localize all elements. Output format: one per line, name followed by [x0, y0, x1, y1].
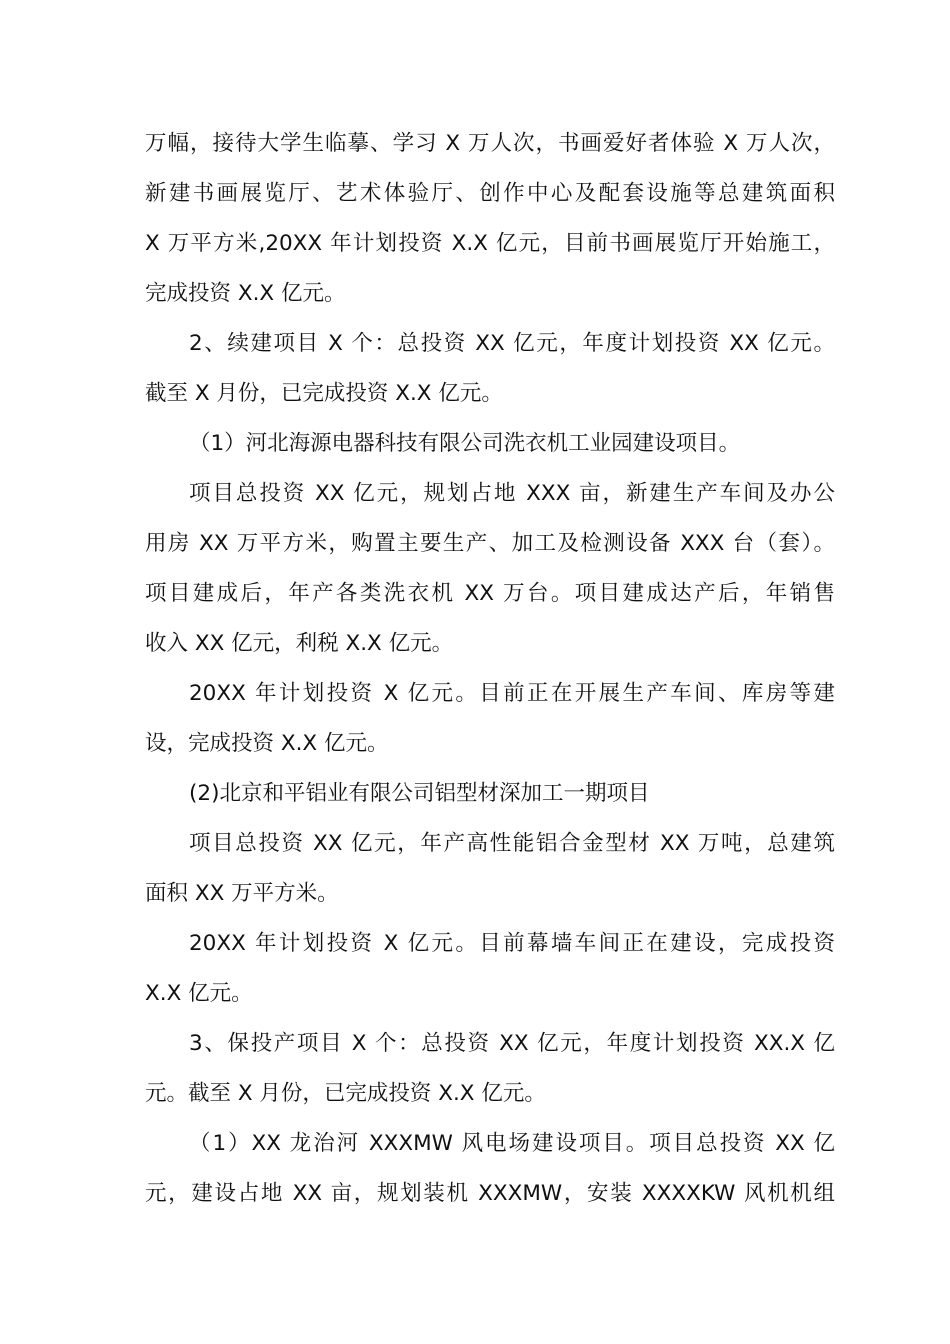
text-line-16: 面积 XX 万平方米。: [145, 881, 339, 906]
text-line-13: 设，完成投资 X.X 亿元。: [145, 731, 389, 756]
text-line-10: 项目建成后，年产各类洗衣机 XX 万台。项目建成达产后，年销售: [145, 581, 835, 606]
text-line-9: 用房 XX 万平方米，购置主要生产、加工及检测设备 XXX 台（套）。: [145, 531, 835, 556]
text-line-5: 2、续建项目 X 个：总投资 XX 亿元，年度计划投资 XX 亿元。: [189, 331, 835, 356]
text-line-1: 万幅，接待大学生临摹、学习 X 万人次，书画爱好者体验 X 万人次，: [145, 131, 835, 156]
text-line-20: 元。截至 X 月份，已完成投资 X.X 亿元。: [145, 1081, 546, 1106]
text-line-3: X 万平方米,20XX 年计划投资 X.X 亿元，目前书画展览厅开始施工，: [145, 231, 835, 256]
text-line-14: (2)北京和平铝业有限公司铝型材深加工一期项目: [189, 781, 650, 806]
text-line-21: （1）XX 龙治河 XXXMW 风电场建设项目。项目总投资 XX 亿: [189, 1131, 835, 1156]
text-line-19: 3、保投产项目 X 个：总投资 XX 亿元，年度计划投资 XX.X 亿: [189, 1031, 835, 1056]
text-line-12: 20XX 年计划投资 X 亿元。目前正在开展生产车间、库房等建: [189, 681, 835, 706]
text-line-22: 元，建设占地 XX 亩，规划装机 XXXMW，安装 XXXXKW 风机机组: [145, 1181, 835, 1206]
text-line-8: 项目总投资 XX 亿元，规划占地 XXX 亩，新建生产车间及办公: [189, 481, 835, 506]
text-line-15: 项目总投资 XX 亿元，年产高性能铝合金型材 XX 万吨，总建筑: [189, 831, 835, 856]
text-line-6: 截至 X 月份，已完成投资 X.X 亿元。: [145, 381, 503, 406]
text-line-11: 收入 XX 亿元，利税 X.X 亿元。: [145, 631, 454, 656]
text-line-4: 完成投资 X.X 亿元。: [145, 281, 346, 306]
text-line-17: 20XX 年计划投资 X 亿元。目前幕墙车间正在建设，完成投资: [189, 931, 835, 956]
text-line-7: （1）河北海源电器科技有限公司洗衣机工业园建设项目。: [189, 431, 741, 456]
text-line-2: 新建书画展览厅、艺术体验厅、创作中心及配套设施等总建筑面积: [145, 181, 835, 206]
text-line-18: X.X 亿元。: [145, 981, 253, 1006]
